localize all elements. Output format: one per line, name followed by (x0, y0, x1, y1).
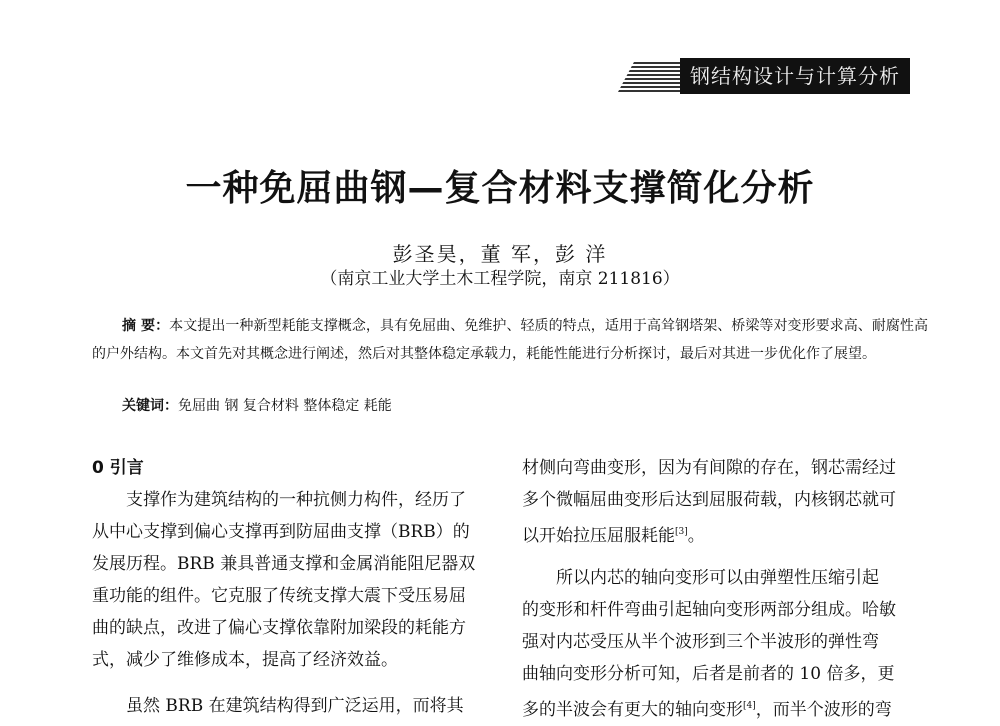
paragraph-line: 材侧向弯曲变形，因为有间隙的存在，钢芯需经过 (522, 458, 896, 478)
abstract (92, 312, 928, 368)
keywords-text: 免屈曲 钢 复合材料 整体稳定 耗能 (178, 398, 392, 414)
right-column (522, 452, 922, 722)
paper-authors: 彭圣昊，董 军，彭 洋 (392, 242, 608, 266)
abstract-label: 摘 要： (122, 318, 170, 334)
paragraph-line: 式，减少了维修成本，提高了经济效益。 (92, 650, 398, 670)
paragraph-line: 发展历程。BRB 兼具普通支撑和金属消能阻尼器双 (92, 554, 476, 574)
paragraph-line: 强对内芯受压从半个波形到三个半波形的弹性弯 (522, 632, 879, 652)
keywords (122, 392, 392, 420)
keywords-label: 关键词： (122, 398, 178, 414)
paragraph-line: 虽然 BRB 在建筑结构得到广泛运用，而将其 (126, 696, 464, 716)
section-header (618, 58, 910, 94)
paragraph-line: 从中心支撑到偏心支撑再到防屈曲支撑（BRB）的 (92, 522, 470, 542)
paragraph-line: 以开始拉压屈服耗能[3]。 (522, 526, 705, 546)
left-column (92, 452, 492, 722)
paragraph-line: 支撑作为建筑结构的一种抗侧力构件，经历了 (126, 490, 466, 510)
paragraph-line: 的变形和杆件弯曲引起轴向变形两部分组成。哈敏 (522, 600, 896, 620)
paper-title: 一种免屈曲钢—复合材料支撑简化分析 (185, 168, 815, 209)
paragraph-line: 重功能的组件。它克服了传统支撑大震下受压易屈 (92, 586, 466, 606)
paper-affiliation: （南京工业大学土木工程学院，南京 211816） (320, 269, 680, 289)
section-heading: 0 引言 (92, 458, 144, 478)
paragraph-line: 曲轴向变形分析可知，后者是前者的 10 倍多，更 (522, 664, 895, 684)
citation-ref: [3] (675, 527, 688, 537)
section-label: 钢结构设计与计算分析 (680, 58, 910, 94)
paragraph-line: 曲的缺点，改进了偏心支撑依靠附加梁段的耗能方 (92, 618, 466, 638)
paragraph-line: 所以内芯的轴向变形可以由弹塑性压缩引起 (556, 568, 879, 588)
citation-ref: [4] (743, 701, 756, 711)
abstract-text: 本文提出一种新型耗能支撑概念，具有免屈曲、免维护、轻质的特点，适用于高耸钢塔架、桥梁等对变形要求高、耐腐性高的户外结构。本文首先对其概念进行阐述，然后对其整体稳定承载力，耗能性能进行分析探讨，最后对其进一步优化作了展望。 (92, 318, 929, 362)
paragraph-line: 多个微幅屈曲变形后达到屈服荷载，内核钢芯就可 (522, 490, 896, 510)
paragraph-line: 多的半波会有更大的轴向变形[4]，而半个波形的弯 (522, 700, 892, 720)
